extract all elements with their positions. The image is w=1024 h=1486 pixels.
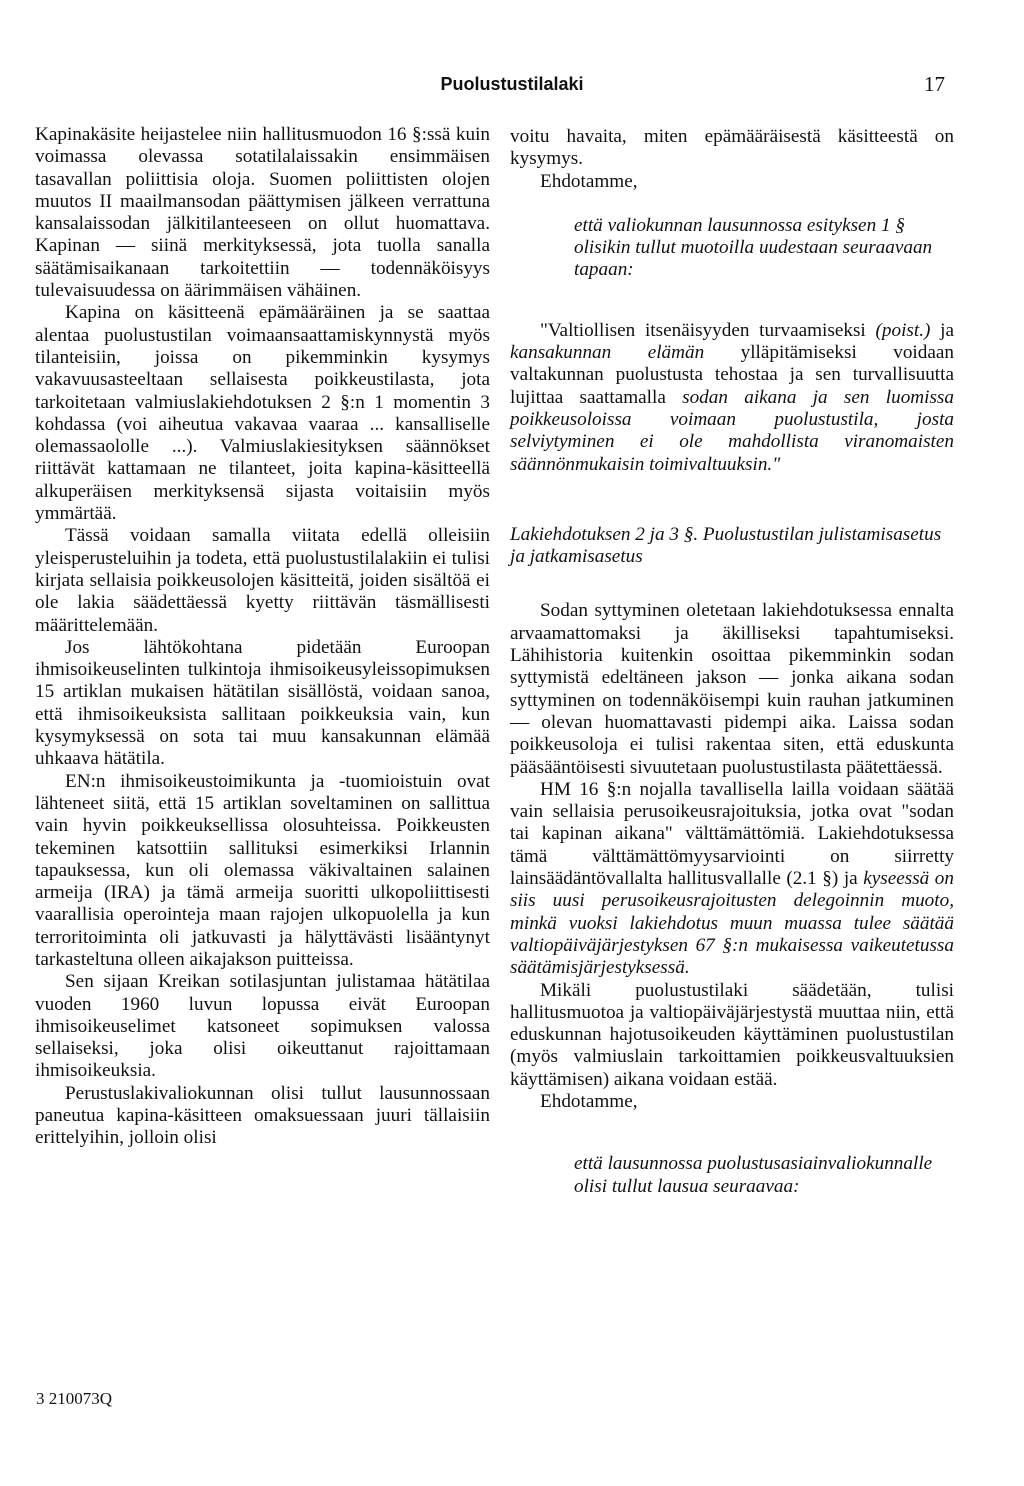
- paragraph: Kapinakäsite heijastelee niin hallitusmuodon 16 §:ssä kuin voimassa olevassa sotatilalaissakin ensimmäisen tasavallan poliittisia oloja. Suomen poliittisten olojen muutos II maailmansodan päättymisen jälkeen verrattuna kansalaissodan jälkitilanteeseen on ollut huomattava. Kapinan — siinä merkityksessä, jota tuolla sanalla säätämisaikanaan tarkoitettiin — todennäköisyys tulevaisuudessa on äärimmäisen vähäinen.: [35, 124, 490, 302]
- propose-line-2: Ehdotamme,: [540, 1090, 638, 1112]
- paragraph: Tässä voidaan samalla viitata edellä olleisiin yleisperusteluihin ja todeta, että puolustustilalakiin ei tulisi kirjata sellaisia poikkeusolojen käsitteitä, joiden sisältöä ei ole lakia säädettäessä kyetty riittävän täsmällisesti määrittelemään.: [35, 525, 490, 636]
- quote-mid-1: ja: [930, 319, 954, 341]
- paragraph: EN:n ihmisoikeustoimikunta ja -tuomioistuin ovat lähteneet siitä, että 15 artiklan soveltaminen on sallittua vain hyvin poikkeuksellissa olosuhteissa. Poikkeusten tekeminen katsottiin sallituksi esimerkiksi Irlannin tapauksessa, kun oli olemassa väkivaltainen salainen armeija (IRA) ja tämä armeija suoritti ulkopoliittisesti vaarallisia operointeja maan rajojen ulkopuolella ja kun terroritoiminta oli jatkuvasti ja hälyttävästi lisääntynyt tarkasteltuna olleen aikajakson puitteissa.: [35, 770, 490, 970]
- section-subheading: Lakiehdotuksen 2 ja 3 §. Puolustustilan julistamisasetus ja jatkamisasetus: [510, 523, 942, 568]
- propose-line-1: Ehdotamme,: [540, 170, 638, 192]
- proposal-2: että lausunnossa puolustusasiainvaliokunnalle olisi tullut lausua seuraavaa:: [574, 1153, 933, 1197]
- paragraph: Jos lähtökohtana pidetään Euroopan ihmisoikeuselinten tulkintoja ihmisoikeusyleissopimuksen 15 artiklan mukaisen hätätilan sisällöstä, voidaan sanoa, että ihmisoikeuksista sallitaan poikkeuksia vain, kun kysymyksessä on sota tai muu kansakunnan elämää uhkaava hätätila.: [35, 636, 490, 770]
- paragraph: Mikäli puolustustilaki säädetään, tulisi hallitusmuotoa ja valtiopäiväjärjestystä muuttaa niin, että eduskunnan hajotusoikeuden käyttäminen puolustustilan (myös valmiuslain tarkoittamien poikkeusvaltuuksien käyttämisen) aikana voidaan estää.: [510, 979, 954, 1090]
- quoted-proposal-text: [510, 320, 954, 476]
- quote-italic-1: kansakunnan elämän: [510, 342, 705, 364]
- footer-print-code: 3 210073Q: [36, 1389, 113, 1408]
- paragraph: [510, 779, 954, 980]
- running-header-title: Puolustustilalaki: [440, 74, 584, 94]
- paragraph: Kapina on käsitteenä epämääräinen ja se saattaa alentaa puolustustilan voimaansaattamiskynnystä myös tilanteisiin, joissa on pikemminkin kysymys vakavuusasteeltaan sellaisesta poikkeustilasta, jota tarkoitetaan valmiuslakiehdotuksen 2 §:n 1 momentin 3 kohdassa (voi aiheutua vakavaa vaaraa ... kansalliselle olemassaololle ...). Valmiuslakiesityksen säännökset riittävät kattamaan ne tilanteet, joita kapina-käsitteellä alkuperäisen merkityksensä sijasta voitaisiin myös ymmärtää.: [35, 302, 490, 525]
- paragraph: Sen sijaan Kreikan sotilasjuntan julistamaa hätätilaa vuoden 1960 luvun lopussa eivät Euroopan ihmisoikeuselimet katsoneet sopimuksen valossa sellaiseksi, joka olisi oikeuttanut rajoittamaan ihmisoikeuksia.: [35, 971, 490, 1082]
- quote-italic-2: sodan aikana ja sen luomissa poikkeusoloissa voimaan puolustustila, josta selviytyminen ei ole mahdollista viranomaisten säännönmukaisin toimivaltuuksin.": [510, 386, 954, 475]
- proposal-1: että valiokunnan lausunnossa esityksen 1 § olisikin tullut muotoilla uudestaan seuraavaan tapaan:: [574, 214, 933, 281]
- right-column: [510, 126, 954, 1198]
- paragraph-continuation: voitu havaita, miten epämääräisestä käsitteestä on kysymys.: [510, 126, 954, 170]
- para-2-italic: kyseessä on siis uusi perusoikeusrajoitusten delegoinnin muoto, minkä vuoksi lakiehdotus muun muassa tulee säätää valtiopäiväjärjestyksen 67 §:n mukaisessa vaikeutetussa säätämisjärjestyksessä.: [510, 868, 954, 979]
- quote-poist: (poist.): [875, 319, 931, 341]
- quote-mid-2: ylläpitämiseksi voidaan valtakunnan puolustusta tehostaa ja sen turvallisuutta lujittaa saattamalla: [510, 342, 954, 408]
- page-number: 17: [924, 72, 945, 96]
- quote-open: "Valtiollisen itsenäisyyden turvaamiseksi: [540, 319, 866, 341]
- paragraph: Perustuslakivaliokunnan olisi tullut lausunnossaan paneutua kapina-käsitteen omaksuessaan juuri tällaisiin erittelyihin, jolloin olisi: [35, 1082, 490, 1149]
- left-column: [35, 124, 490, 1150]
- paragraph: Sodan syttyminen oletetaan lakiehdotuksessa ennalta arvaamattomaksi ja äkilliseksi tapahtumiseksi. Lähihistoria kuitenkin osoittaa pikemminkin sodan syttymistä edeltäneen jakson — jonka aikana sodan syttyminen on todennäköisempi kuin rauhan jatkuminen — olevan huomattavasti pidempi aika. Laissa sodan poikkeusoloja ei tulisi rakentaa siten, että eduskunta pääsääntöisesti sivuutetaan puolustustilasta päätettäessä.: [510, 600, 954, 778]
- para-2-plain: HM 16 §:n nojalla tavallisella lailla voidaan säätää vain sellaisia perusoikeusrajoituksia, jotka ovat "sodan tai kapinan aikana" välttämättömiä. Lakiehdotuksessa tämä välttämättömyysarviointi on siirretty lainsäädäntövallalta hallitusvallalle (2.1 §) ja: [510, 778, 954, 890]
